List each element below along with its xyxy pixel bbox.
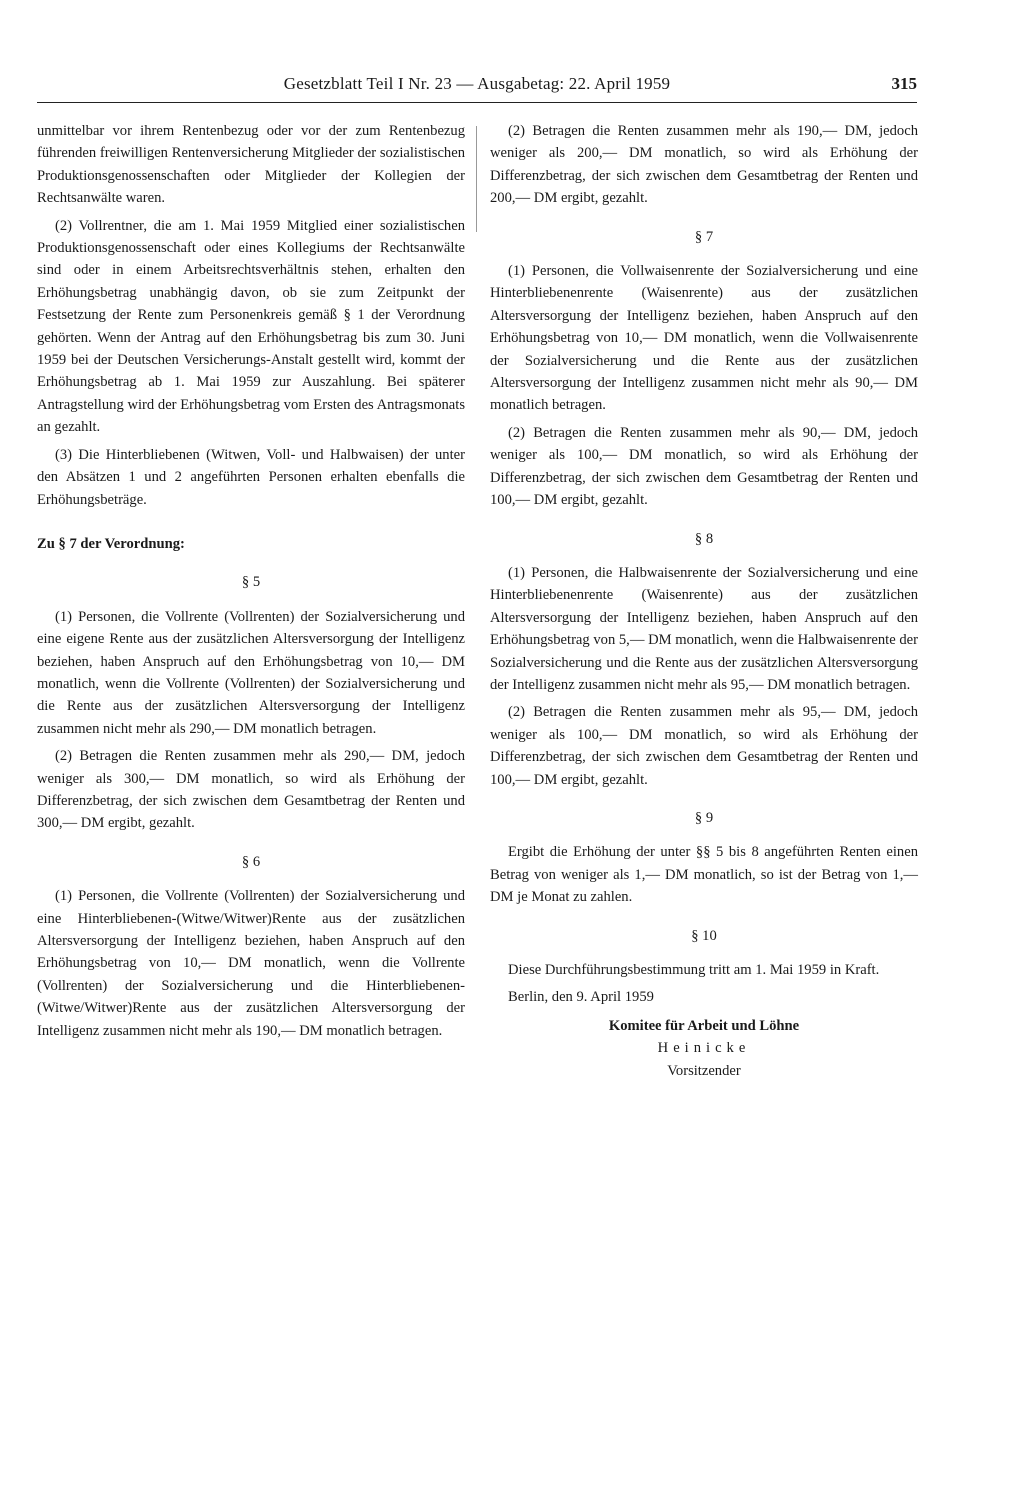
column-divider <box>476 126 477 232</box>
section-8-heading: § 8 <box>694 530 714 547</box>
section-7-paragraph-1: (1) Personen, die Vollwaisenrente der Sozialversicherung und eine Hinterbliebenenrente (Waisenrente) aus der zusätzlichen Altersversorgung der Intelligenz beziehen, haben Anspruch auf den Erhöhungsbetrag von 10,— DM monatlich, wenn die Vollwaisenrente der Sozialversicherung und die Rente aus der zusätzlichen Altersversorgung der Intelligenz zusammen nicht mehr als 90,— DM monatlich betragen. <box>490 263 918 414</box>
paragraph-3: (3) Die Hinterbliebenen (Witwen, Voll- und Halbwaisen) der unter den Absätzen 1 und 2 angeführten Personen erhalten ebenfalls die Erhöhungsbeträge. <box>37 446 465 508</box>
section-5-paragraph-2: (2) Betragen die Renten zusammen mehr als 290,— DM, jedoch weniger als 300,— DM monatlich, so wird als Erhöhung der Differenzbetrag, der sich zwischen dem Gesamtbetrag der Renten und 300,— DM ergibt, gezahlt. <box>37 748 465 832</box>
header-title: Gesetzblatt Teil I Nr. 23 — Ausgabetag: 22. April 1959 <box>283 74 671 93</box>
paragraph-2: (2) Vollrentner, die am 1. Mai 1959 Mitglied einer sozialistischen Produktionsgenossenschaft oder eines Kollegiums der Rechtsanwälte sind oder in einem Arbeitsrechtsverhältnis stehen, erhalten den Erhöhungsbetrag unabhängig davon, ob sie zum Zeitpunkt der Festsetzung der Rente zum Personenkreis gemäß § 1 der Verordnung gehörten. Wenn der Antrag auf den Erhöhungsbetrag bis zum 30. Juni 1959 bei der Deutschen Versicherungs-Anstalt gestellt wird, kommt der Erhöhungsbetrag ab 1. Mai 1959 zur Auszahlung. Bei späterer Antragstellung wird der Erhöhungsbetrag vom Ersten des Antragsmonats an gezahlt. <box>37 217 465 436</box>
section-6-paragraph-1: (1) Personen, die Vollrente (Vollrenten) der Sozialversicherung und eine Hinterbliebenen-(Witwe/Witwer)Rente aus der zusätzlichen Altersversorgung der Intelligenz beziehen, haben Anspruch auf den Erhöhungsbetrag von 10,— DM monatlich, wenn die Vollrente (Vollrenten) der Sozialversicherung und die Hinterbliebenen-(Witwe/Witwer)Rente aus der zusätzlichen Altersversorgung der Intelligenz zusammen nicht mehr als 190,— DM monatlich betragen. <box>37 888 465 1039</box>
section-10-paragraph: Diese Durchführungsbestimmung tritt am 1. Mai 1959 in Kraft. <box>508 962 880 978</box>
section-7-paragraph-2: (2) Betragen die Renten zusammen mehr als 90,— DM, jedoch weniger als 100,— DM monatlich, so wird als Erhöhung der Differenzbetrag, der sich zwischen dem Gesamtbetrag der Renten und 100,— DM ergibt, gezahlt. <box>490 424 918 509</box>
section-5-heading: § 5 <box>241 574 261 591</box>
paragraph-continued: unmittelbar vor ihrem Rentenbezug oder vor der zum Rentenbezug führenden freiwilligen Rentenversicherung Mitglieder der sozialistischen Produktionsgenossenschaften oder Mitglieder der Kollegien der Rechtsanwälte waren. <box>37 123 465 207</box>
section-subheading: Zu § 7 der Verordnung: <box>37 535 185 552</box>
section-6-paragraph-2: (2) Betragen die Renten zusammen mehr als 190,— DM, jedoch weniger als 200,— DM monatlich, so wird als Erhöhung der Differenzbetrag, der sich zwischen dem Gesamtbetrag der Renten und 200,— DM ergibt, gezahlt. <box>490 123 918 207</box>
section-8-paragraph-1: (1) Personen, die Halbwaisenrente der Sozialversicherung und eine Hinterbliebenenrente (Waisenrente) aus der zusätzlichen Altersversorgung der Intelligenz beziehen, haben Anspruch auf den Erhöhungsbetrag von 5,— DM monatlich, wenn die Halbwaisenrente der Sozialversicherung und die Rente aus der zusätzlichen Altersversorgung der Intelligenz zusammen nicht mehr als 95,— DM monatlich betragen. <box>490 564 918 693</box>
section-5-paragraph-1: (1) Personen, die Vollrente (Vollrenten) der Sozialversicherung und eine eigene Rente aus der zusätzlichen Altersversorgung der Intelligenz beziehen, haben Anspruch auf den Erhöhungsbetrag von 10,— DM monatlich, wenn die Vollrente (Vollrenten) der Sozialversicherung und die Rente aus der zusätzlichen Altersversorgung der Intelligenz zusammen nicht mehr als 290,— DM monatlich betragen. <box>37 608 465 737</box>
right-column <box>490 120 918 1082</box>
page-header <box>37 74 917 103</box>
place-and-date: Berlin, den 9. April 1959 <box>508 989 654 1006</box>
signature-organization: Komitee für Arbeit und Löhne <box>608 1017 800 1034</box>
section-6-heading: § 6 <box>241 853 261 870</box>
page-number: 315 <box>891 74 917 93</box>
signature-title: Vorsitzender <box>667 1062 741 1079</box>
signature-name: Heinicke <box>657 1040 751 1057</box>
section-9-heading: § 9 <box>694 809 714 826</box>
section-7-heading: § 7 <box>694 228 714 245</box>
section-10-heading: § 10 <box>691 927 717 944</box>
section-9-paragraph: Ergibt die Erhöhung der unter §§ 5 bis 8 angeführten Renten einen Betrag von weniger als 1,— DM monatlich, so ist der Betrag von 1,— DM je Monat zu zahlen. <box>490 844 918 906</box>
left-column <box>37 120 465 1047</box>
signature-block <box>490 1015 918 1082</box>
section-8-paragraph-2: (2) Betragen die Renten zusammen mehr als 95,— DM, jedoch weniger als 100,— DM monatlich, so wird als Erhöhung der Differenzbetrag, der sich zwischen dem Gesamtbetrag der Renten und 100,— DM ergibt, gezahlt. <box>490 704 918 788</box>
